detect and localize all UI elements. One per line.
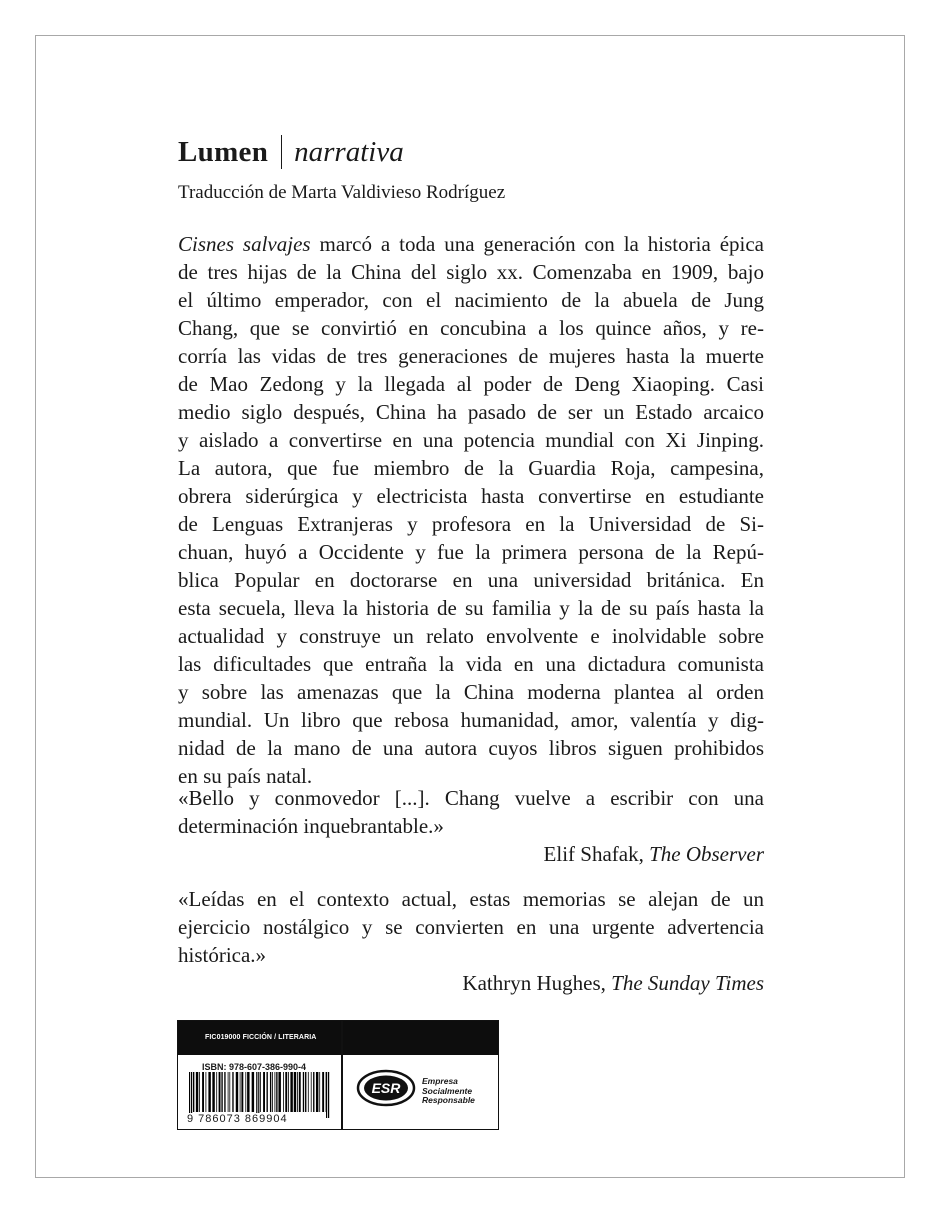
translator-credit: Traducción de Marta Valdivieso Rodríguez xyxy=(178,182,506,203)
blurb-line: de Mao Zedong y la llegada al poder de Deng Xiaoping. Casi xyxy=(178,372,764,396)
review-quote-1 xyxy=(178,784,764,868)
blurb-line: corría las vidas de tres generaciones de mujeres hasta la muerte xyxy=(178,344,764,368)
esr-logo-icon xyxy=(356,1069,416,1107)
barcode-header xyxy=(178,1021,498,1055)
quote-line: «Bello y conmovedor [...]. Chang vuelve a escribir con una xyxy=(178,786,764,810)
esr-label: Empresa Socialmente Responsable xyxy=(422,1076,475,1105)
blurb-line: medio siglo después, China ha pasado de ser un Estado arcaico xyxy=(178,400,764,424)
quote-source: The Sunday Times xyxy=(611,971,764,995)
imprint-divider xyxy=(281,135,282,169)
blurb-line: el último emperador, con el nacimiento de la abuela de Jung xyxy=(178,288,764,312)
blurb-line: Chang, que se convirtió en concubina a los quince años, y re- xyxy=(178,316,764,340)
collection-name: narrativa xyxy=(294,136,404,168)
quote-attribution xyxy=(178,840,764,868)
blurb-line: las dificultades que entraña la vida en una dictadura comunista xyxy=(178,652,764,676)
blurb-line: en su país natal. xyxy=(178,764,313,788)
quote-source: The Observer xyxy=(649,842,764,866)
blurb-line: y sobre las amenazas que la China moderna plantea al orden xyxy=(178,680,764,704)
publisher-name: Lumen xyxy=(178,136,269,168)
barcode-box xyxy=(177,1020,499,1130)
blurb-line: obrera siderúrgica y electricista hasta convertirse en estudiante xyxy=(178,484,764,508)
blurb-line: mundial. Un libro que rebosa humanidad, amor, valentía y dig- xyxy=(178,708,764,732)
barcode-digits: 9 786073 869904 xyxy=(187,1113,288,1125)
quote-author: Elif Shafak, xyxy=(543,842,650,866)
barcode-divider xyxy=(341,1021,343,1129)
blurb-line: blica Popular en doctorarse en una universidad británica. En xyxy=(178,568,764,592)
esr-logo-text: ESR xyxy=(371,1080,401,1096)
barcode-icon xyxy=(187,1072,332,1118)
quote-line: «Leídas en el contexto actual, estas memorias se alejan de un xyxy=(178,887,764,911)
quote-attribution xyxy=(178,969,764,997)
blurb-line: y aislado a convertirse en una potencia mundial con Xi Jinping. xyxy=(178,428,764,452)
blurb-line: nidad de la mano de una autora cuyos libros siguen prohibidos xyxy=(178,736,764,760)
blurb xyxy=(178,230,764,790)
book-title: Cisnes salvajes xyxy=(178,232,311,256)
quote-author: Kathryn Hughes, xyxy=(462,971,612,995)
imprint xyxy=(178,134,404,170)
bisac-category: FIC019000 FICCIÓN / LITERARIA xyxy=(205,1034,317,1041)
quote-line: ejercicio nostálgico y se convierten en una urgente advertencia xyxy=(178,915,764,939)
blurb-line: esta secuela, lleva la historia de su familia y la de su país hasta la xyxy=(178,596,764,620)
blurb-line: La autora, que fue miembro de la Guardia Roja, campesina, xyxy=(178,456,764,480)
isbn-label: ISBN: 978-607-386-990-4 xyxy=(202,1062,307,1072)
blurb-line: Cisnes salvajes marcó a toda una generación con la historia épica xyxy=(178,232,765,256)
quote-line: histórica.» xyxy=(178,943,267,967)
quote-line: determinación inquebrantable.» xyxy=(178,814,444,838)
blurb-line: chuan, huyó a Occidente y fue la primera persona de la Repú- xyxy=(178,540,764,564)
blurb-line: de Lenguas Extranjeras y profesora en la Universidad de Si- xyxy=(178,512,764,536)
blurb-line: actualidad y construye un relato envolvente e inolvidable sobre xyxy=(178,624,764,648)
review-quote-2 xyxy=(178,885,764,997)
blurb-line: de tres hijas de la China del siglo xx. Comenzaba en 1909, bajo xyxy=(178,260,764,284)
